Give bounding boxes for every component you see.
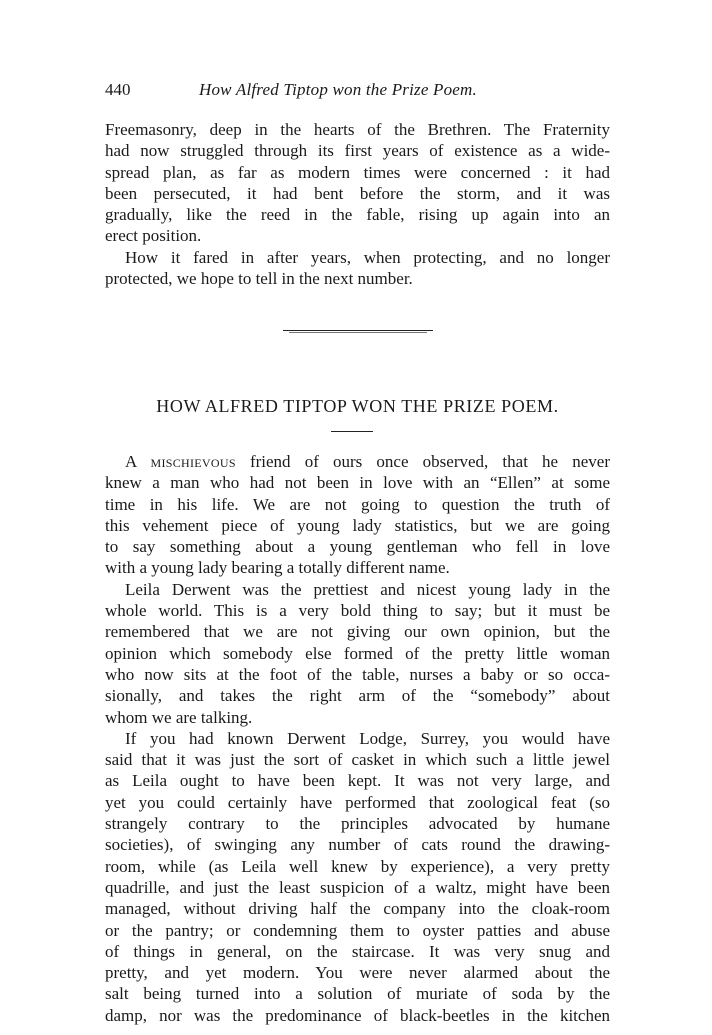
text-line: strangely contrary to the principles advocated by humane: [105, 814, 610, 834]
text-line: gradually, like the reed in the fable, rising up again into an: [105, 205, 610, 225]
section-divider: [283, 330, 433, 333]
text-line: with a young lady bearing a totally different name.: [105, 558, 450, 578]
running-title: How Alfred Tiptop won the Prize Poem.: [199, 80, 477, 99]
text-line: this vehement piece of young lady statistics, but we are going: [105, 515, 610, 535]
text-line: Freemasonry, deep in the hearts of the Brethren. The Fraternity: [105, 120, 610, 139]
text-line: of things in general, on the staircase. It was very snug and: [105, 941, 610, 961]
article-body: [105, 451, 610, 1026]
text-line: yet you could certainly have performed that zoological feat (so: [105, 792, 610, 812]
article-title: HOW ALFRED TIPTOP WON THE PRIZE POEM.: [156, 396, 559, 416]
text-line: opinion which somebody else formed of the pretty little woman: [105, 643, 610, 663]
small-caps-word: mischievous: [150, 452, 236, 471]
text-line: as Leila ought to have been kept. It was not very large, and: [105, 771, 610, 791]
text-line: If you had known Derwent Lodge, Surrey, you would have: [125, 728, 610, 748]
drop-word: A: [125, 452, 137, 471]
text-line: knew a man who had not been in love with an “Ellen” at some: [105, 473, 610, 493]
text-line: had now struggled through its first years of existence as a wide-: [105, 141, 610, 161]
title-rule: [331, 431, 373, 432]
text-line: How it fared in after years, when protecting, and no longer: [125, 247, 610, 267]
continued-text: [105, 119, 610, 289]
text-line: who now sits at the foot of the table, nurses a baby or so occa-: [105, 664, 610, 684]
text-line: said that it was just the sort of casket in which such a little jewel: [105, 750, 610, 770]
text-line: been persecuted, it had bent before the storm, and it was: [105, 183, 610, 203]
text-line: pretty, and yet modern. You were never alarmed about the: [105, 963, 610, 983]
text-line: room, while (as Leila well knew by experience), a very pretty: [105, 856, 610, 876]
text-line: managed, without driving half the company into the cloak-room: [105, 899, 610, 919]
text-line: time in his life. We are not going to question the truth of: [105, 494, 610, 514]
text-line: spread plan, as far as modern times were concerned : it had: [105, 162, 610, 182]
running-head: [105, 80, 610, 104]
text-line: societies), of swinging any number of cats round the drawing-: [105, 835, 610, 855]
text-line: protected, we hope to tell in the next number.: [105, 269, 413, 289]
page-number: 440: [105, 80, 131, 99]
opening-line-rest: friend of ours once observed, that he never: [235, 452, 610, 471]
text-line: erect position.: [105, 226, 202, 246]
text-line: to say something about a young gentleman who fell in love: [105, 537, 610, 557]
text-line: sionally, and takes the right arm of the “somebody” about: [105, 686, 610, 706]
text-line: quadrille, and just the least suspicion of a waltz, might have been: [105, 877, 610, 897]
text-line: salt being turned into a solution of muriate of soda by the: [105, 984, 610, 1004]
text-line: Leila Derwent was the prettiest and nicest young lady in the: [125, 579, 610, 599]
opening-line: [105, 451, 610, 472]
text-line: whom we are talking.: [105, 707, 253, 727]
text-line: damp, nor was the predominance of black-beetles in the kitchen: [105, 1005, 610, 1025]
text-line: or the pantry; or condemning them to oyster patties and abuse: [105, 920, 610, 940]
text-line: whole world. This is a very bold thing to say; but it must be: [105, 601, 610, 621]
text-line: remembered that we are not giving our own opinion, but the: [105, 622, 610, 642]
